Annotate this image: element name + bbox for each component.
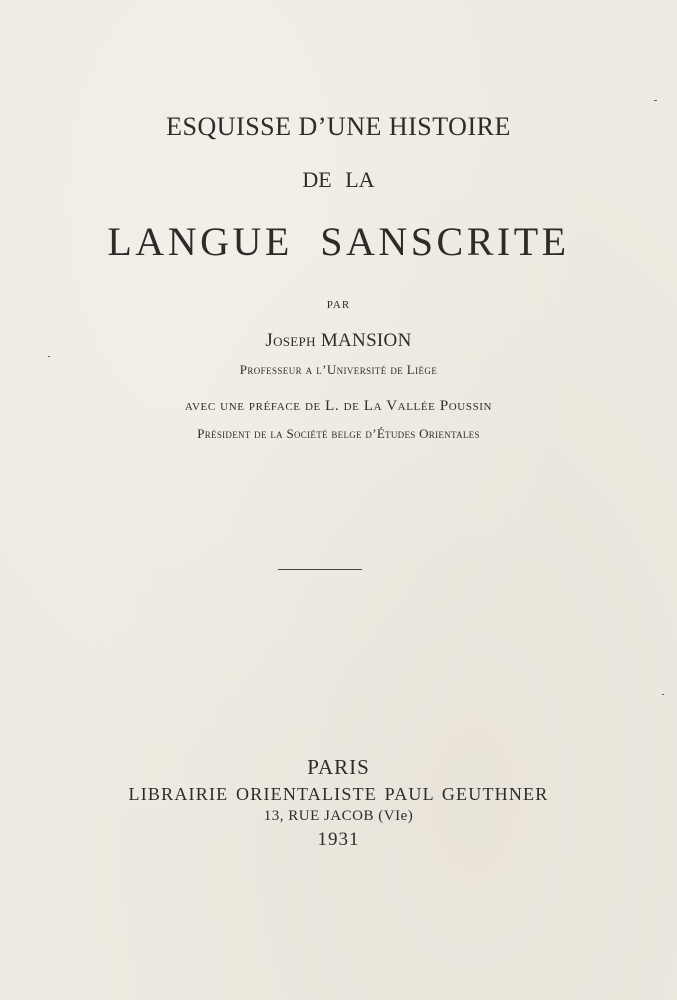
preface-credit: avec une préface de L. de La Vallée Poussin <box>184 398 493 414</box>
title-line-3: LANGUE SANSCRITE <box>107 219 570 264</box>
preface-author-affiliation: Président de la Société belge d’Études Orientales <box>197 426 480 441</box>
paper-speck <box>654 100 657 101</box>
imprint-city: PARIS <box>307 755 370 779</box>
author-last-name: MANSION <box>320 330 412 351</box>
imprint-year: 1931 <box>317 829 360 850</box>
author-affiliation: Professeur a l’Université de Liège <box>239 362 438 377</box>
paper-speck <box>48 356 50 357</box>
author-name <box>0 330 677 352</box>
by-label: par <box>326 296 351 312</box>
author-first-name: Joseph <box>265 330 316 351</box>
imprint-address: 13, RUE JACOB (VIe) <box>263 808 414 824</box>
divider-rule <box>278 569 362 570</box>
paper-speck <box>662 694 664 695</box>
title-line-2: DE LA <box>302 167 375 192</box>
imprint-publisher: LIBRAIRIE ORIENTALISTE PAUL GEUTHNER <box>128 784 549 804</box>
title-line-1: ESQUISSE D’UNE HISTOIRE <box>166 112 511 141</box>
